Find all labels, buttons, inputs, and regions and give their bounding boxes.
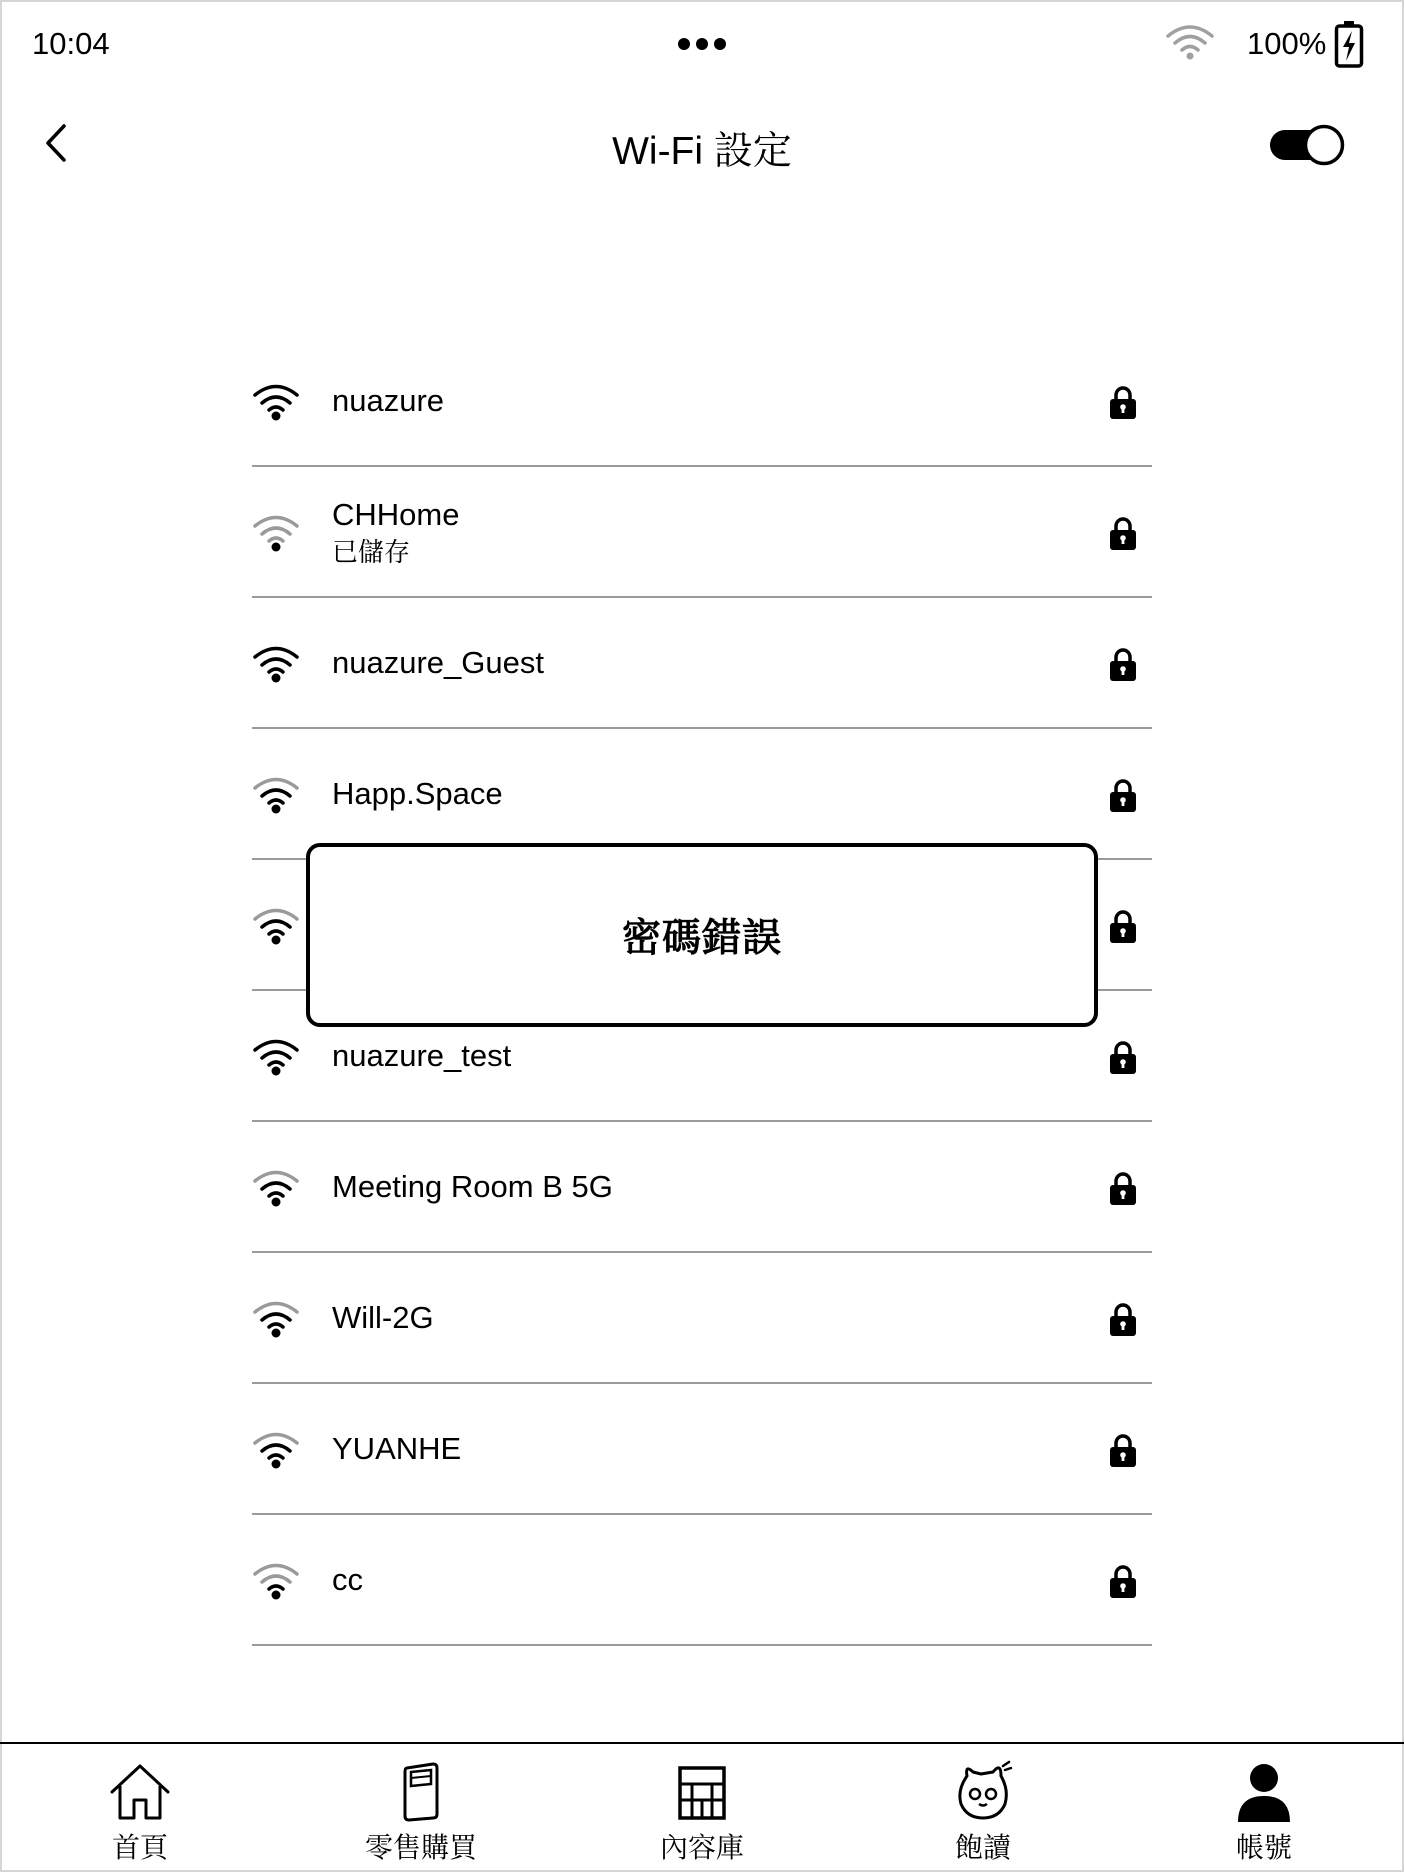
wifi-ssid: nuazure_test: [332, 1037, 512, 1073]
password-error-dialog[interactable]: [306, 843, 1098, 1027]
lock-icon: [1106, 908, 1140, 944]
nav-item-library[interactable]: [562, 1744, 842, 1872]
wifi-signal-strong-icon: [252, 644, 300, 684]
page-title: Wi-Fi 設定: [612, 130, 792, 173]
status-wifi-icon: [1166, 24, 1214, 60]
mascot-icon: [951, 1760, 1015, 1824]
lock-icon: [1106, 1039, 1140, 1075]
nav-label: 帳號: [1235, 1832, 1292, 1863]
wifi-signal-medium-icon: [252, 775, 300, 815]
status-time: 10:04: [32, 26, 110, 61]
lock-icon: [1106, 1432, 1140, 1468]
wifi-signal-medium-icon: [252, 1168, 300, 1208]
wifi-network-row[interactable]: [252, 1515, 1152, 1646]
wifi-toggle[interactable]: [1268, 124, 1346, 166]
battery-percent: 100%: [1247, 26, 1327, 61]
lock-icon: [1106, 646, 1140, 682]
nav-item-account[interactable]: [1124, 1744, 1404, 1872]
lock-icon: [1106, 515, 1140, 551]
wifi-ssid: nuazure: [332, 382, 445, 418]
wifi-ssid: CHHome: [332, 496, 460, 532]
wifi-signal-strong-icon: [252, 382, 300, 422]
nav-label: 飽讀: [954, 1832, 1011, 1863]
lock-icon: [1106, 384, 1140, 420]
user-icon: [1232, 1760, 1296, 1824]
nav-label: 零售購買: [364, 1832, 477, 1863]
wifi-signal-weak-icon: [252, 513, 300, 553]
wifi-ssid: Happ.Space: [332, 775, 503, 811]
wifi-network-row[interactable]: [252, 1122, 1152, 1253]
library-icon: [670, 1760, 734, 1824]
wifi-ssid: cc: [332, 1561, 363, 1597]
wifi-signal-medium-icon: [252, 906, 300, 946]
lock-icon: [1106, 1301, 1140, 1337]
wifi-network-row[interactable]: [252, 729, 1152, 860]
bottom-nav: [0, 1742, 1404, 1872]
wifi-signal-strong-icon: [252, 1037, 300, 1077]
wifi-network-row[interactable]: [252, 336, 1152, 467]
more-dots-icon[interactable]: [676, 36, 728, 52]
lock-icon: [1106, 1170, 1140, 1206]
wifi-ssid: Will-2G: [332, 1299, 434, 1335]
wifi-network-row[interactable]: [252, 598, 1152, 729]
lock-icon: [1106, 777, 1140, 813]
battery-charging-icon: [1334, 20, 1364, 68]
nav-item-home[interactable]: [0, 1744, 280, 1872]
wifi-ssid: Meeting Room B 5G: [332, 1168, 613, 1204]
wifi-saved-label: 已儲存: [332, 536, 411, 567]
nav-item-retail[interactable]: [281, 1744, 561, 1872]
wifi-network-row[interactable]: [252, 1384, 1152, 1515]
lock-icon: [1106, 1563, 1140, 1599]
nav-item-reading[interactable]: [843, 1744, 1123, 1872]
wifi-network-row[interactable]: [252, 467, 1152, 598]
nav-label: 內容庫: [659, 1832, 744, 1863]
wifi-ssid: nuazure_Guest: [332, 644, 544, 680]
wifi-network-row[interactable]: [252, 1253, 1152, 1384]
nav-label: 首頁: [111, 1832, 168, 1863]
book-store-icon: [389, 1760, 453, 1824]
home-icon: [108, 1760, 172, 1824]
wifi-signal-medium-icon: [252, 1430, 300, 1470]
wifi-signal-weak-icon: [252, 1561, 300, 1601]
wifi-ssid: YUANHE: [332, 1430, 462, 1466]
dialog-message: 密碼錯誤: [621, 917, 782, 960]
wifi-signal-medium-icon: [252, 1299, 300, 1339]
